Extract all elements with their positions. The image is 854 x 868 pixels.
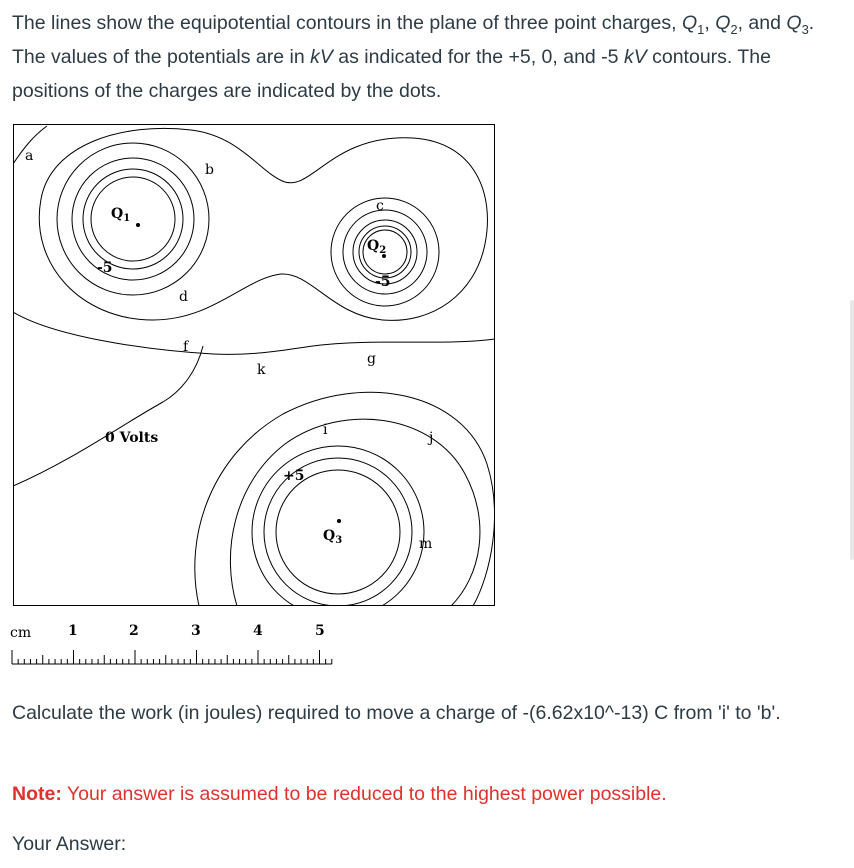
unit-kv-2: kV	[623, 46, 647, 68]
q3-label: $Q_3$	[323, 528, 343, 546]
q3-subscript: 3	[801, 21, 809, 37]
q1-label: $Q_1$	[111, 206, 131, 224]
ruler-tick-1: 1	[68, 623, 78, 639]
equipotential-figure	[13, 124, 495, 606]
point-k-label: k	[257, 362, 266, 378]
point-a-label: a	[25, 148, 34, 164]
point-c-label: c	[376, 198, 384, 214]
cm-ruler	[10, 620, 340, 670]
ruler-tick-2: 2	[129, 623, 139, 639]
intro-text-1: The lines show the equipotential contours in the plane of three point charges,	[12, 12, 682, 34]
ruler-tick-3: 3	[191, 623, 201, 639]
q2-label: $Q_2$	[367, 238, 387, 256]
problem-statement: The lines show the equipotential contours in the plane of three point charges, $Q_1$, $Q_2$, and $Q_3$. The values of the potentials are in kV as indicated for the +5, 0, and -5 kV contours. The positions of the charges are indicated by the dots.	[12, 12, 815, 102]
note-text: Your answer is assumed to be reduced to the highest power possible.	[61, 783, 667, 805]
minus5-left-label: -5	[97, 260, 113, 276]
q3-charge-dot	[337, 519, 341, 523]
point-g-label: g	[367, 351, 376, 367]
q2-symbol: Q	[715, 12, 731, 34]
figure-border	[14, 125, 495, 606]
point-b-label: b	[205, 162, 214, 178]
ruler-tick-5: 5	[315, 623, 325, 639]
unit-kv: kV	[310, 46, 333, 68]
point-d-label: d	[179, 289, 188, 305]
question-text: Calculate the work (in joules) required to move a charge of -(6.62x10^-13) C from 'i' to 'b'.	[12, 702, 781, 724]
q1-subscript: 1	[697, 21, 705, 37]
your-answer-label: Your Answer:	[12, 833, 127, 855]
plus5-label: +5	[283, 468, 305, 484]
ruler-unit-label: cm	[10, 625, 32, 641]
q2-subscript: 2	[730, 21, 738, 37]
ruler-tick-4: 4	[253, 623, 263, 639]
ruler-tick-marks	[12, 650, 332, 664]
scrollbar[interactable]	[850, 300, 854, 560]
point-f-label: f	[183, 339, 189, 355]
intro-text-3: as indicated for the +5, 0, and -5	[332, 46, 624, 68]
q1-symbol: Q	[681, 12, 698, 34]
q1-charge-dot	[136, 223, 140, 227]
intro-text-2: . The values of the potentials are in	[12, 12, 815, 68]
intro-text-4: contours. The positions of the charges are indicated by the dots.	[12, 46, 771, 102]
note	[12, 778, 832, 810]
point-m-label: m	[419, 536, 433, 552]
point-j-label: j	[429, 430, 434, 446]
point-i-label: i	[323, 422, 328, 438]
note-label: Note:	[12, 783, 62, 805]
minus5-right-label: -5	[375, 274, 391, 290]
zero-volts-label: 0 Volts	[105, 430, 159, 446]
q3-symbol: Q	[786, 12, 802, 34]
